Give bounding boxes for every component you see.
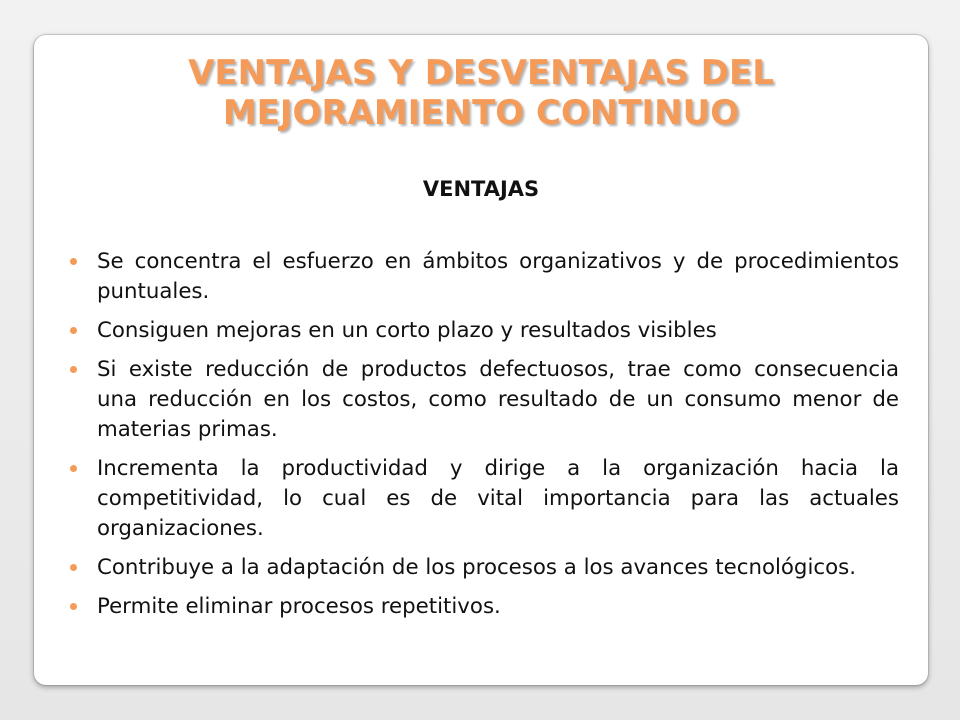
bullet-item <box>64 592 899 622</box>
slide-title-line-1: VENTAJAS Y DESVENTAJAS DEL <box>188 53 774 93</box>
bullet-list <box>64 247 899 631</box>
bullet-dot-icon <box>70 258 77 265</box>
bullet-dot-icon <box>70 603 77 610</box>
slide-card <box>34 35 928 685</box>
bullet-item <box>64 247 899 307</box>
slide-title-line-2: MEJORAMIENTO CONTINUO <box>222 93 740 133</box>
bullet-item <box>64 553 899 583</box>
bullet-item <box>64 355 899 445</box>
bullet-dot-icon <box>70 327 77 334</box>
bullet-text: Incrementa la productividad y dirige a la organización hacia la competitividad, lo cual es de vital importancia para las actuales organizaciones. <box>97 456 899 541</box>
slide-title <box>34 53 928 133</box>
bullet-item <box>64 316 899 346</box>
bullet-text: Consiguen mejoras en un corto plazo y resultados visibles <box>97 318 717 343</box>
bullet-dot-icon <box>70 465 77 472</box>
bullet-item <box>64 454 899 544</box>
bullet-text: Si existe reducción de productos defectuosos, trae como consecuencia una reducción en los costos, como resultado de un consumo menor de materias primas. <box>97 357 899 442</box>
section-heading: VENTAJAS <box>422 177 540 201</box>
bullet-text: Permite eliminar procesos repetitivos. <box>97 594 501 619</box>
bullet-dot-icon <box>70 564 77 571</box>
bullet-text: Contribuye a la adaptación de los procesos a los avances tecnológicos. <box>97 555 856 580</box>
bullet-text: Se concentra el esfuerzo en ámbitos organizativos y de procedimientos puntuales. <box>97 249 899 304</box>
bullet-dot-icon <box>70 366 77 373</box>
